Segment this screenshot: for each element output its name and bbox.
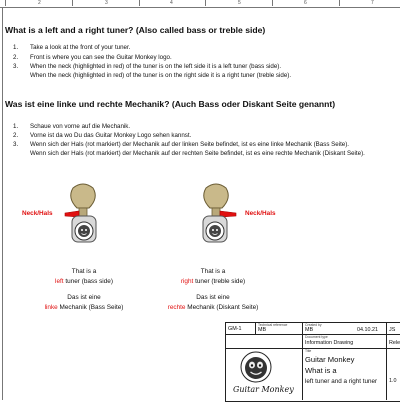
doc-number: GM-1 xyxy=(228,326,242,332)
caption-de-1: Das ist eine xyxy=(196,294,230,301)
title-line-1: Guitar Monkey xyxy=(305,355,355,364)
list-number: 3. xyxy=(13,141,19,148)
left-tuner-illustration xyxy=(55,170,145,260)
list-item: Wenn sich der Hals (rot markiert) der Mechanik auf der rechten Seite befindet, ist es eine rechte Mechanik (Diskant Seite). xyxy=(30,150,365,157)
caption-rest: Mechanik (Diskant Seite) xyxy=(185,304,259,311)
section-title-en: What is a left and a right tuner? (Also called bass or treble side) xyxy=(5,25,266,35)
doc-type-label: Document type xyxy=(305,335,328,339)
ruler-label: 3 xyxy=(105,0,108,6)
list-number: 2. xyxy=(13,132,19,139)
title-label: Title xyxy=(305,349,312,353)
release-status: Rele xyxy=(389,340,400,346)
list-number: 1. xyxy=(13,44,19,51)
caption-rest: tuner (bass side) xyxy=(63,278,113,285)
monkey-logo-icon xyxy=(238,350,274,384)
list-item: When the neck (highlighted in red) of the tuner is on the left side it is a left tuner (bass side). xyxy=(30,63,282,70)
ruler-label: 2 xyxy=(38,0,41,6)
ruler-label: 7 xyxy=(371,0,374,6)
caption-en-1: That is a xyxy=(71,268,97,275)
caption-en-2 xyxy=(55,278,113,285)
created-by: MB xyxy=(305,327,314,333)
neck-label: Neck/Hals xyxy=(22,210,53,217)
tech-ref: MB xyxy=(258,327,267,333)
title-line-3: left tuner and a right tuner xyxy=(305,378,378,385)
caption-de-1: Das ist eine xyxy=(67,294,101,301)
list-item: Schaue von vorne auf die Mechanik. xyxy=(30,123,131,130)
caption-rest: tuner (treble side) xyxy=(193,278,246,285)
direction-word: linke xyxy=(44,304,58,311)
list-item: Wenn sich der Hals (rot markiert) der Mechanik auf der linken Seite befindet, ist es eine linke Mechanik (Bass Seite). xyxy=(30,141,350,148)
doc-type: Information Drawing xyxy=(305,340,354,346)
title-line-2: What is a xyxy=(305,366,337,375)
caption-de-2 xyxy=(45,304,124,311)
ruler-label: 4 xyxy=(170,0,173,6)
section-title-de: Was ist eine linke und rechte Mechanik? (Auch Bass oder Diskant Seite genannt) xyxy=(5,99,336,109)
approved-by: JS xyxy=(389,327,396,333)
caption-en-1: That is a xyxy=(200,268,226,275)
list-number: 2. xyxy=(13,54,19,61)
caption-en-2 xyxy=(181,278,245,285)
list-item: When the neck (highlighted in red) of the tuner is on the right side it is a right tuner (treble side). xyxy=(30,72,292,79)
direction-word: rechte xyxy=(167,304,186,311)
direction-word: left xyxy=(55,278,64,285)
direction-word: right xyxy=(180,278,194,285)
right-tuner-illustration xyxy=(188,170,278,260)
list-number: 1. xyxy=(13,123,19,130)
list-item: Take a look at the front of your tuner. xyxy=(30,44,131,51)
caption-de-2 xyxy=(168,304,259,311)
list-item: Front is where you can see the Guitar Monkey logo. xyxy=(30,54,172,61)
ruler-label: 6 xyxy=(304,0,307,6)
logo-signature: Guitar Monkey xyxy=(233,385,294,394)
tech-ref-label: Technical reference xyxy=(258,323,288,327)
date: 04.10.21 xyxy=(357,327,378,333)
list-number: 3. xyxy=(13,63,19,70)
revision: 1.0 xyxy=(389,378,397,384)
ruler-label: 5 xyxy=(238,0,241,6)
created-by-label: Created by xyxy=(305,323,322,327)
list-item: Vorne ist da wo Du das Guitar Monkey Logo sehen kannst. xyxy=(30,132,192,139)
neck-label: Neck/Hals xyxy=(245,210,276,217)
caption-rest: Mechanik (Bass Seite) xyxy=(57,304,124,311)
